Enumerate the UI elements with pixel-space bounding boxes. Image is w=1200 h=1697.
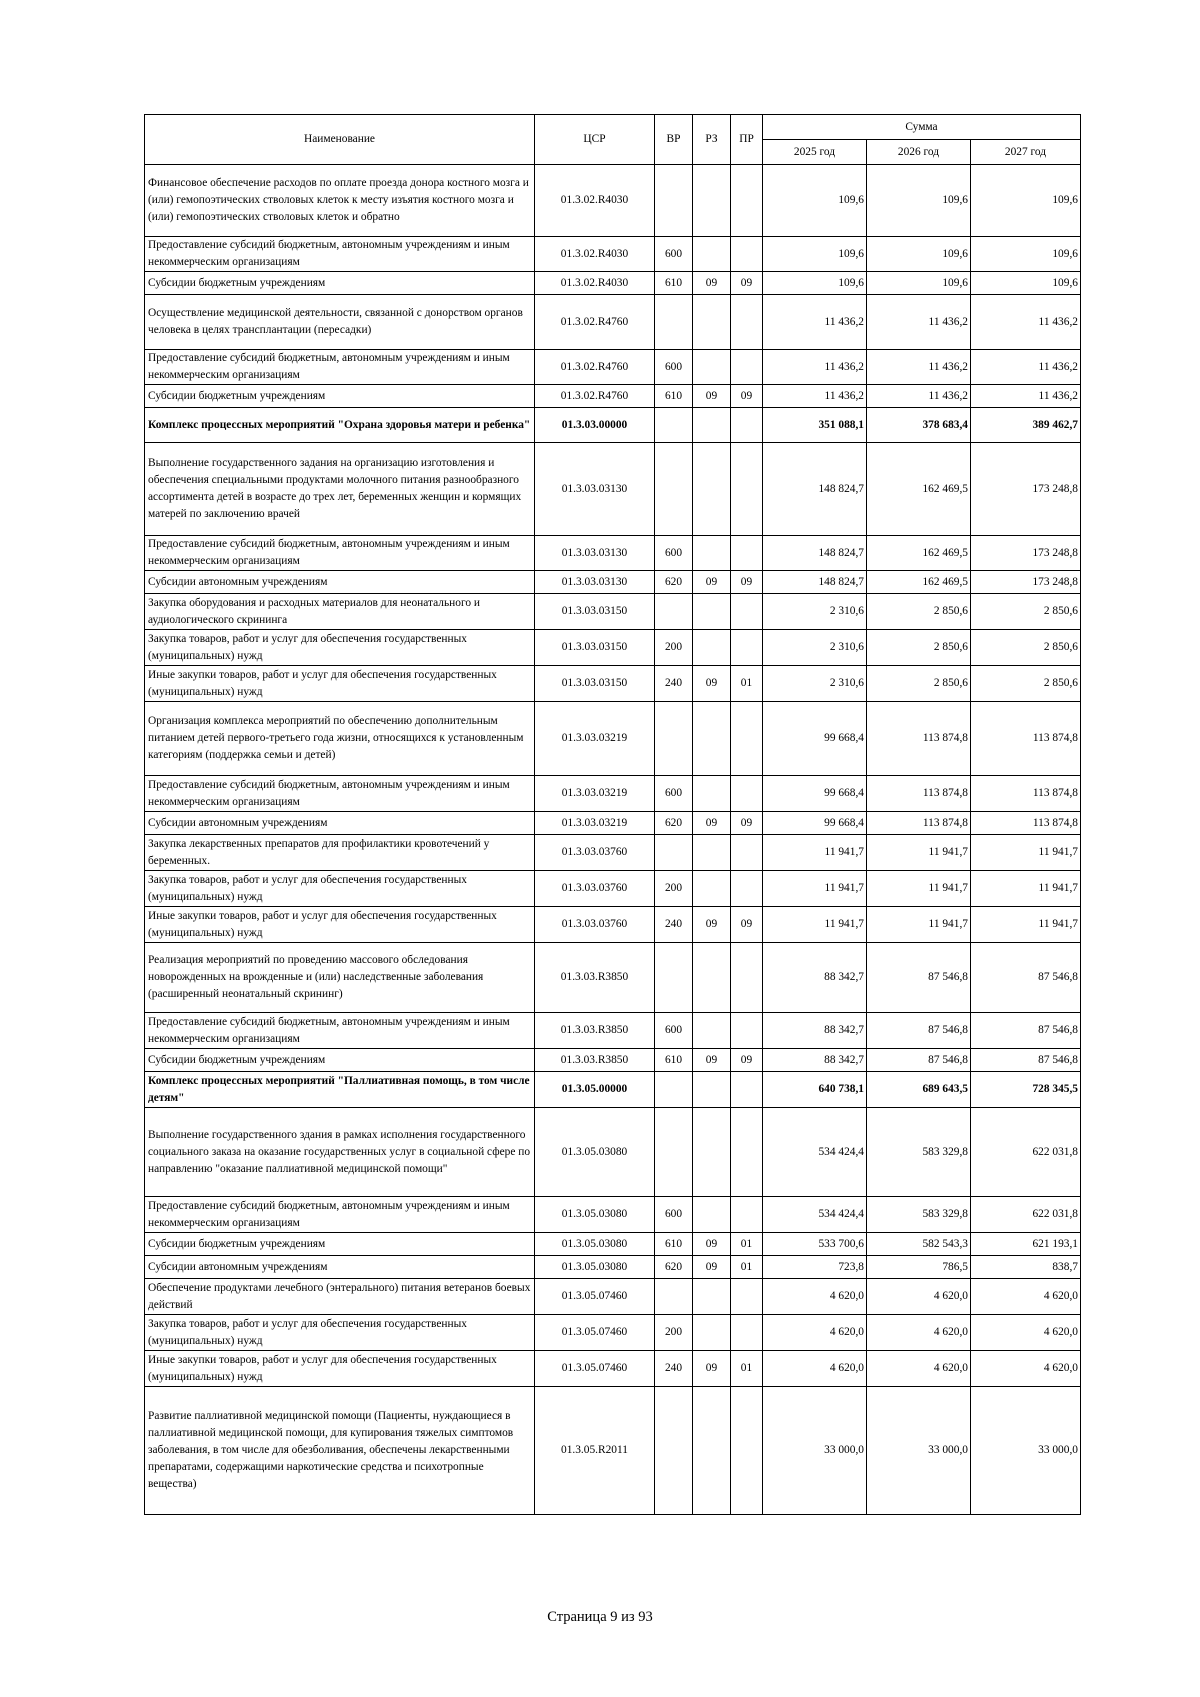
cell-rz <box>693 443 731 536</box>
cell-2025: 534 424,4 <box>763 1197 867 1233</box>
cell-csr: 01.3.03.03219 <box>535 702 655 776</box>
cell-2025: 11 941,7 <box>763 871 867 907</box>
cell-2026: 109,6 <box>867 272 971 295</box>
cell-csr: 01.3.05.03080 <box>535 1197 655 1233</box>
cell-pr <box>731 237 763 272</box>
cell-2027: 87 546,8 <box>971 943 1081 1013</box>
cell-pr <box>731 408 763 443</box>
cell-2026: 11 941,7 <box>867 907 971 943</box>
cell-csr: 01.3.05.03080 <box>535 1108 655 1197</box>
cell-vr: 600 <box>655 776 693 812</box>
cell-pr: 01 <box>731 1233 763 1256</box>
cell-csr: 01.3.02.R4030 <box>535 237 655 272</box>
cell-rz: 09 <box>693 1351 731 1387</box>
table-row <box>145 1049 1081 1072</box>
cell-2025: 109,6 <box>763 272 867 295</box>
cell-name: Выполнение государственного здания в рамках исполнения государственного социального заказа на оказание государственных услуг в социальной сфере по направлению "оказание паллиативной медицинской помощи" <box>145 1108 535 1197</box>
cell-name: Субсидии бюджетным учреждениям <box>145 1049 535 1072</box>
cell-vr: 610 <box>655 385 693 408</box>
cell-2027: 11 436,2 <box>971 295 1081 350</box>
cell-2026: 11 436,2 <box>867 350 971 385</box>
cell-csr: 01.3.03.03130 <box>535 536 655 571</box>
cell-csr: 01.3.03.03219 <box>535 812 655 835</box>
cell-2026: 11 436,2 <box>867 385 971 408</box>
cell-2026: 786,5 <box>867 1256 971 1279</box>
cell-2026: 4 620,0 <box>867 1351 971 1387</box>
cell-pr: 09 <box>731 385 763 408</box>
cell-rz <box>693 871 731 907</box>
cell-name: Комплекс процессных мероприятий "Охрана здоровья матери и ребенка" <box>145 408 535 443</box>
cell-pr <box>731 1197 763 1233</box>
cell-pr <box>731 776 763 812</box>
cell-2026: 689 643,5 <box>867 1072 971 1108</box>
table-row <box>145 385 1081 408</box>
cell-rz <box>693 702 731 776</box>
cell-name: Развитие паллиативной медицинской помощи (Пациенты, нуждающиеся в паллиативной медицинской помощи, для купирования тяжелых симптомов заболевания, в том числе для обезболивания, обеспечены лекарственными препаратами, содержащими наркотические средства и психотропные вещества) <box>145 1387 535 1515</box>
table-row <box>145 1233 1081 1256</box>
cell-pr <box>731 443 763 536</box>
cell-rz: 09 <box>693 666 731 702</box>
cell-csr: 01.3.05.00000 <box>535 1072 655 1108</box>
cell-2025: 109,6 <box>763 165 867 237</box>
cell-name: Предоставление субсидий бюджетным, автономным учреждениям и иным некоммерческим организациям <box>145 237 535 272</box>
cell-2025: 723,8 <box>763 1256 867 1279</box>
table-row <box>145 295 1081 350</box>
cell-vr: 240 <box>655 1351 693 1387</box>
cell-2027: 113 874,8 <box>971 812 1081 835</box>
budget-table <box>144 114 1081 1515</box>
header-sum: Сумма <box>763 115 1081 140</box>
cell-2026: 33 000,0 <box>867 1387 971 1515</box>
cell-csr: 01.3.03.03219 <box>535 776 655 812</box>
cell-csr: 01.3.03.R3850 <box>535 1013 655 1049</box>
cell-pr <box>731 165 763 237</box>
cell-pr <box>731 630 763 666</box>
cell-2027: 838,7 <box>971 1256 1081 1279</box>
cell-vr: 600 <box>655 350 693 385</box>
table-row <box>145 1108 1081 1197</box>
cell-2027: 2 850,6 <box>971 630 1081 666</box>
cell-pr <box>731 536 763 571</box>
cell-name: Финансовое обеспечение расходов по оплате проезда донора костного мозга и (или) гемопоэтических стволовых клеток к месту изъятия костного мозга и (или) гемопоэтических стволовых клеток и обратно <box>145 165 535 237</box>
table-row <box>145 1279 1081 1315</box>
cell-vr <box>655 702 693 776</box>
cell-csr: 01.3.02.R4030 <box>535 272 655 295</box>
cell-2025: 148 824,7 <box>763 443 867 536</box>
cell-2026: 582 543,3 <box>867 1233 971 1256</box>
cell-rz <box>693 594 731 630</box>
cell-name: Иные закупки товаров, работ и услуг для обеспечения государственных (муниципальных) нужд <box>145 907 535 943</box>
cell-2027: 113 874,8 <box>971 776 1081 812</box>
table-row <box>145 666 1081 702</box>
cell-2027: 11 941,7 <box>971 835 1081 871</box>
cell-vr <box>655 1108 693 1197</box>
cell-name: Комплекс процессных мероприятий "Паллиативная помощь, в том числе детям" <box>145 1072 535 1108</box>
table-row <box>145 237 1081 272</box>
cell-2025: 109,6 <box>763 237 867 272</box>
cell-name: Субсидии автономным учреждениям <box>145 571 535 594</box>
cell-2025: 99 668,4 <box>763 776 867 812</box>
cell-2027: 2 850,6 <box>971 666 1081 702</box>
cell-csr: 01.3.02.R4030 <box>535 165 655 237</box>
cell-name: Предоставление субсидий бюджетным, автономным учреждениям и иным некоммерческим организациям <box>145 776 535 812</box>
cell-pr <box>731 1108 763 1197</box>
cell-vr: 240 <box>655 666 693 702</box>
cell-pr <box>731 594 763 630</box>
cell-vr <box>655 835 693 871</box>
cell-2025: 148 824,7 <box>763 571 867 594</box>
cell-vr: 240 <box>655 907 693 943</box>
cell-csr: 01.3.03.00000 <box>535 408 655 443</box>
cell-pr <box>731 295 763 350</box>
cell-2025: 33 000,0 <box>763 1387 867 1515</box>
cell-name: Закупка оборудования и расходных материалов для неонатального и аудиологического скрининга <box>145 594 535 630</box>
cell-pr <box>731 1279 763 1315</box>
cell-rz <box>693 630 731 666</box>
cell-csr: 01.3.03.03130 <box>535 443 655 536</box>
cell-2026: 11 436,2 <box>867 295 971 350</box>
cell-2025: 533 700,6 <box>763 1233 867 1256</box>
cell-2025: 88 342,7 <box>763 943 867 1013</box>
cell-pr <box>731 350 763 385</box>
header-csr: ЦСР <box>535 115 655 165</box>
cell-rz: 09 <box>693 1049 731 1072</box>
cell-2025: 4 620,0 <box>763 1351 867 1387</box>
cell-vr: 200 <box>655 871 693 907</box>
cell-2026: 378 683,4 <box>867 408 971 443</box>
cell-pr: 09 <box>731 812 763 835</box>
cell-vr <box>655 443 693 536</box>
cell-rz <box>693 776 731 812</box>
cell-2026: 2 850,6 <box>867 666 971 702</box>
page-number: Страница 9 из 93 <box>547 1609 653 1625</box>
cell-2027: 11 941,7 <box>971 907 1081 943</box>
cell-2025: 11 941,7 <box>763 907 867 943</box>
cell-csr: 01.3.03.03760 <box>535 835 655 871</box>
cell-2025: 534 424,4 <box>763 1108 867 1197</box>
cell-name: Закупка товаров, работ и услуг для обеспечения государственных (муниципальных) нужд <box>145 1315 535 1351</box>
cell-rz: 09 <box>693 907 731 943</box>
cell-name: Организация комплекса мероприятий по обеспечению дополнительным питанием детей первого-третьего года жизни, относящихся к установленным категориям (поддержка семьи и детей) <box>145 702 535 776</box>
cell-2025: 2 310,6 <box>763 630 867 666</box>
cell-2025: 99 668,4 <box>763 812 867 835</box>
cell-name: Реализация мероприятий по проведению массового обследования новорожденных на врожденные и (или) наследственные заболевания (расширенный неонатальный скрининг) <box>145 943 535 1013</box>
cell-2026: 113 874,8 <box>867 812 971 835</box>
cell-rz <box>693 1197 731 1233</box>
cell-name: Иные закупки товаров, работ и услуг для обеспечения государственных (муниципальных) нужд <box>145 1351 535 1387</box>
table-row <box>145 812 1081 835</box>
cell-csr: 01.3.05.07460 <box>535 1351 655 1387</box>
cell-2027: 11 436,2 <box>971 350 1081 385</box>
cell-2026: 4 620,0 <box>867 1315 971 1351</box>
cell-2025: 4 620,0 <box>763 1279 867 1315</box>
cell-vr: 200 <box>655 630 693 666</box>
cell-2025: 2 310,6 <box>763 594 867 630</box>
cell-rz <box>693 165 731 237</box>
cell-2026: 87 546,8 <box>867 1013 971 1049</box>
cell-pr <box>731 835 763 871</box>
cell-vr: 600 <box>655 1013 693 1049</box>
cell-2027: 622 031,8 <box>971 1197 1081 1233</box>
cell-pr <box>731 943 763 1013</box>
cell-2027: 109,6 <box>971 272 1081 295</box>
cell-csr: 01.3.05.07460 <box>535 1315 655 1351</box>
cell-2025: 11 436,2 <box>763 295 867 350</box>
table-row <box>145 1315 1081 1351</box>
cell-vr: 610 <box>655 272 693 295</box>
cell-rz <box>693 1279 731 1315</box>
cell-name: Предоставление субсидий бюджетным, автономным учреждениям и иным некоммерческим организациям <box>145 350 535 385</box>
cell-2027: 87 546,8 <box>971 1049 1081 1072</box>
cell-2026: 11 941,7 <box>867 871 971 907</box>
cell-vr: 610 <box>655 1233 693 1256</box>
cell-csr: 01.3.03.R3850 <box>535 943 655 1013</box>
cell-vr: 600 <box>655 1197 693 1233</box>
cell-name: Иные закупки товаров, работ и услуг для обеспечения государственных (муниципальных) нужд <box>145 666 535 702</box>
cell-vr: 620 <box>655 571 693 594</box>
cell-vr <box>655 408 693 443</box>
cell-rz <box>693 1315 731 1351</box>
cell-2025: 2 310,6 <box>763 666 867 702</box>
cell-name: Обеспечение продуктами лечебного (энтерального) питания ветеранов боевых действий <box>145 1279 535 1315</box>
cell-csr: 01.3.05.03080 <box>535 1233 655 1256</box>
cell-vr <box>655 165 693 237</box>
table-row <box>145 350 1081 385</box>
cell-2027: 87 546,8 <box>971 1013 1081 1049</box>
table-row <box>145 1072 1081 1108</box>
cell-rz <box>693 237 731 272</box>
cell-csr: 01.3.02.R4760 <box>535 295 655 350</box>
cell-2027: 113 874,8 <box>971 702 1081 776</box>
cell-pr: 09 <box>731 907 763 943</box>
header-pr: ПР <box>731 115 763 165</box>
table-row <box>145 907 1081 943</box>
cell-2026: 583 329,8 <box>867 1108 971 1197</box>
cell-name: Закупка товаров, работ и услуг для обеспечения государственных (муниципальных) нужд <box>145 630 535 666</box>
table-row <box>145 165 1081 237</box>
cell-2027: 4 620,0 <box>971 1351 1081 1387</box>
cell-rz <box>693 536 731 571</box>
cell-2027: 4 620,0 <box>971 1279 1081 1315</box>
table-row <box>145 835 1081 871</box>
cell-2026: 162 469,5 <box>867 443 971 536</box>
cell-csr: 01.3.03.03150 <box>535 594 655 630</box>
cell-name: Субсидии бюджетным учреждениям <box>145 272 535 295</box>
cell-csr: 01.3.05.07460 <box>535 1279 655 1315</box>
cell-name: Предоставление субсидий бюджетным, автономным учреждениям и иным некоммерческим организациям <box>145 536 535 571</box>
cell-name: Субсидии бюджетным учреждениям <box>145 385 535 408</box>
cell-name: Выполнение государственного задания на организацию изготовления и обеспечения специальными продуктами молочного питания разнообразного ассортимента детей в возрасте до трех лет, беременных женщин и кормящих матерей по заключению врачей <box>145 443 535 536</box>
cell-csr: 01.3.02.R4760 <box>535 385 655 408</box>
cell-2027: 173 248,8 <box>971 443 1081 536</box>
cell-2026: 113 874,8 <box>867 702 971 776</box>
cell-2026: 113 874,8 <box>867 776 971 812</box>
cell-rz <box>693 1072 731 1108</box>
cell-2027: 621 193,1 <box>971 1233 1081 1256</box>
cell-csr: 01.3.03.03150 <box>535 630 655 666</box>
cell-csr: 01.3.05.R2011 <box>535 1387 655 1515</box>
table-row <box>145 630 1081 666</box>
cell-vr: 600 <box>655 237 693 272</box>
cell-2026: 11 941,7 <box>867 835 971 871</box>
cell-csr: 01.3.03.03760 <box>535 907 655 943</box>
cell-rz <box>693 350 731 385</box>
cell-2027: 622 031,8 <box>971 1108 1081 1197</box>
cell-vr <box>655 943 693 1013</box>
cell-pr <box>731 871 763 907</box>
cell-rz <box>693 295 731 350</box>
cell-name: Осуществление медицинской деятельности, связанной с донорством органов человека в целях трансплантации (пересадки) <box>145 295 535 350</box>
cell-pr: 09 <box>731 1049 763 1072</box>
cell-vr <box>655 1072 693 1108</box>
cell-2026: 583 329,8 <box>867 1197 971 1233</box>
cell-2026: 109,6 <box>867 237 971 272</box>
table-row <box>145 536 1081 571</box>
cell-vr <box>655 295 693 350</box>
cell-2027: 109,6 <box>971 165 1081 237</box>
cell-csr: 01.3.03.03760 <box>535 871 655 907</box>
budget-table-container <box>144 114 1080 1515</box>
cell-pr <box>731 1387 763 1515</box>
table-row <box>145 1013 1081 1049</box>
cell-vr <box>655 1387 693 1515</box>
cell-name: Предоставление субсидий бюджетным, автономным учреждениям и иным некоммерческим организациям <box>145 1013 535 1049</box>
cell-2027: 728 345,5 <box>971 1072 1081 1108</box>
cell-name: Субсидии автономным учреждениям <box>145 1256 535 1279</box>
cell-2027: 4 620,0 <box>971 1315 1081 1351</box>
cell-rz <box>693 408 731 443</box>
cell-csr: 01.3.03.03150 <box>535 666 655 702</box>
table-row <box>145 871 1081 907</box>
cell-pr: 01 <box>731 1351 763 1387</box>
cell-2025: 4 620,0 <box>763 1315 867 1351</box>
cell-2027: 389 462,7 <box>971 408 1081 443</box>
cell-2027: 173 248,8 <box>971 571 1081 594</box>
cell-vr <box>655 1279 693 1315</box>
cell-pr: 01 <box>731 666 763 702</box>
cell-2027: 2 850,6 <box>971 594 1081 630</box>
cell-rz <box>693 1108 731 1197</box>
cell-name: Закупка товаров, работ и услуг для обеспечения государственных (муниципальных) нужд <box>145 871 535 907</box>
table-row <box>145 1197 1081 1233</box>
cell-2025: 351 088,1 <box>763 408 867 443</box>
cell-name: Субсидии автономным учреждениям <box>145 812 535 835</box>
cell-2027: 11 941,7 <box>971 871 1081 907</box>
table-row <box>145 1387 1081 1515</box>
cell-2026: 2 850,6 <box>867 594 971 630</box>
table-row <box>145 443 1081 536</box>
cell-rz <box>693 835 731 871</box>
cell-2025: 88 342,7 <box>763 1049 867 1072</box>
table-row <box>145 408 1081 443</box>
cell-2026: 162 469,5 <box>867 536 971 571</box>
cell-2027: 11 436,2 <box>971 385 1081 408</box>
cell-2027: 109,6 <box>971 237 1081 272</box>
cell-2027: 33 000,0 <box>971 1387 1081 1515</box>
cell-name: Субсидии бюджетным учреждениям <box>145 1233 535 1256</box>
cell-2026: 109,6 <box>867 165 971 237</box>
table-row <box>145 1256 1081 1279</box>
cell-rz: 09 <box>693 272 731 295</box>
cell-vr: 200 <box>655 1315 693 1351</box>
cell-2025: 640 738,1 <box>763 1072 867 1108</box>
cell-2025: 99 668,4 <box>763 702 867 776</box>
cell-pr <box>731 1013 763 1049</box>
cell-rz <box>693 1013 731 1049</box>
cell-pr: 09 <box>731 571 763 594</box>
cell-csr: 01.3.02.R4760 <box>535 350 655 385</box>
table-row <box>145 776 1081 812</box>
table-row <box>145 702 1081 776</box>
cell-2026: 4 620,0 <box>867 1279 971 1315</box>
cell-rz: 09 <box>693 385 731 408</box>
cell-2026: 87 546,8 <box>867 943 971 1013</box>
cell-rz: 09 <box>693 812 731 835</box>
cell-pr: 01 <box>731 1256 763 1279</box>
table-row <box>145 943 1081 1013</box>
cell-rz: 09 <box>693 571 731 594</box>
cell-vr: 620 <box>655 812 693 835</box>
cell-vr: 610 <box>655 1049 693 1072</box>
cell-2025: 88 342,7 <box>763 1013 867 1049</box>
cell-rz: 09 <box>693 1256 731 1279</box>
cell-csr: 01.3.05.03080 <box>535 1256 655 1279</box>
cell-pr: 09 <box>731 272 763 295</box>
header-name: Наименование <box>145 115 535 165</box>
cell-2025: 11 941,7 <box>763 835 867 871</box>
cell-pr <box>731 702 763 776</box>
table-row <box>145 571 1081 594</box>
cell-vr: 620 <box>655 1256 693 1279</box>
cell-name: Предоставление субсидий бюджетным, автономным учреждениям и иным некоммерческим организациям <box>145 1197 535 1233</box>
cell-2026: 162 469,5 <box>867 571 971 594</box>
cell-2025: 148 824,7 <box>763 536 867 571</box>
cell-2025: 11 436,2 <box>763 385 867 408</box>
cell-csr: 01.3.03.R3850 <box>535 1049 655 1072</box>
cell-2026: 2 850,6 <box>867 630 971 666</box>
table-row <box>145 594 1081 630</box>
header-rz: РЗ <box>693 115 731 165</box>
cell-pr <box>731 1072 763 1108</box>
table-row <box>145 272 1081 295</box>
header-year-2026: 2026 год <box>867 140 971 165</box>
cell-name: Закупка лекарственных препаратов для профилактики кровотечений у беременных. <box>145 835 535 871</box>
cell-csr: 01.3.03.03130 <box>535 571 655 594</box>
cell-2027: 173 248,8 <box>971 536 1081 571</box>
cell-2026: 87 546,8 <box>867 1049 971 1072</box>
cell-vr: 600 <box>655 536 693 571</box>
cell-2025: 11 436,2 <box>763 350 867 385</box>
table-body <box>145 165 1081 1515</box>
header-year-2025: 2025 год <box>763 140 867 165</box>
header-vr: ВР <box>655 115 693 165</box>
header-year-2027: 2027 год <box>971 140 1081 165</box>
cell-vr <box>655 594 693 630</box>
cell-rz <box>693 1387 731 1515</box>
cell-rz <box>693 943 731 1013</box>
cell-pr <box>731 1315 763 1351</box>
cell-rz: 09 <box>693 1233 731 1256</box>
table-row <box>145 1351 1081 1387</box>
